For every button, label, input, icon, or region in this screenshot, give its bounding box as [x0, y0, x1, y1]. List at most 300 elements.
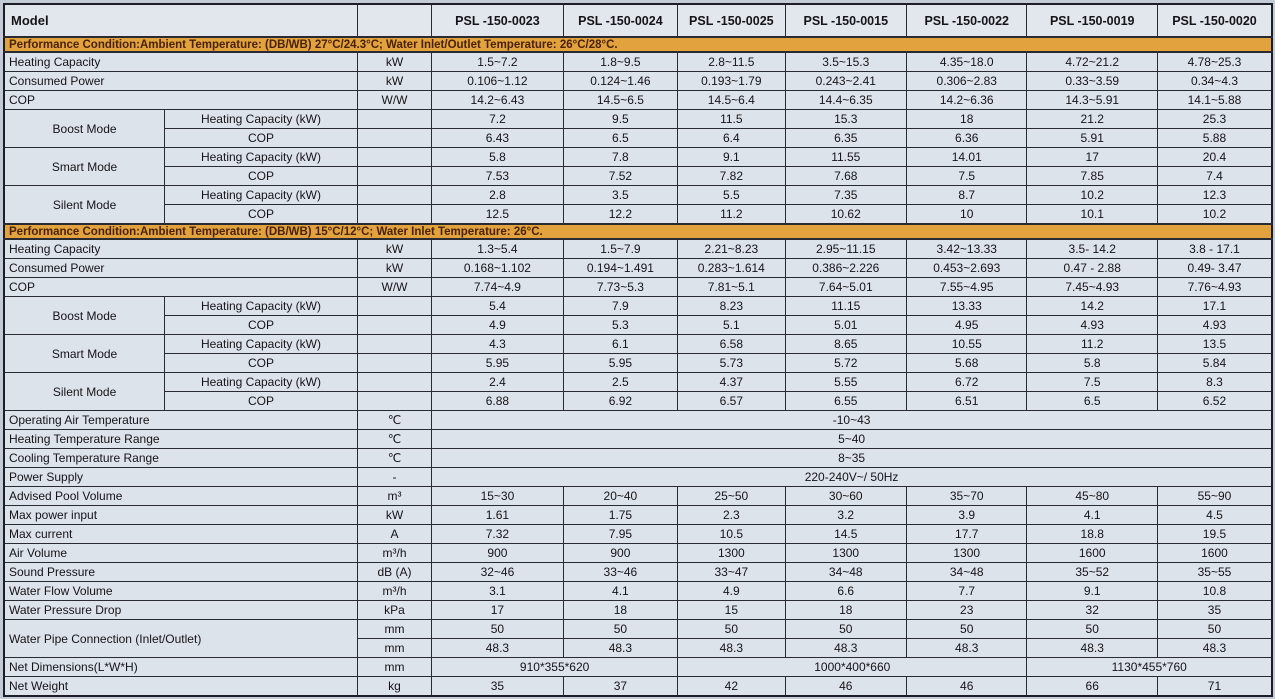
value-cell: 7.82	[678, 167, 785, 186]
spec-row	[4, 544, 1272, 563]
value-cell: 34~48	[785, 563, 906, 582]
value-cell: 1600	[1157, 544, 1272, 563]
value-cell: 10.2	[1157, 205, 1272, 225]
row-label: Cooling Temperature Range	[4, 449, 357, 468]
value-cell: 50	[432, 620, 564, 639]
performance-banner-1-text: Performance Condition:Ambient Temperature: (DB/WB) 27°C/24.3°C; Water Inlet/Outlet Temperature: 26°C/28°C.	[4, 37, 1272, 52]
model-column-header: PSL -150-0023	[432, 4, 564, 37]
value-cell: 66	[1027, 677, 1158, 697]
model-column-header: PSL -150-0025	[678, 4, 785, 37]
dimensions-group-3: 1130*455*760	[1027, 658, 1272, 677]
value-cell: 6.5	[563, 129, 677, 148]
value-cell: 4.9	[678, 582, 785, 601]
value-cell: 7.7	[907, 582, 1027, 601]
row-label: Heating Capacity	[4, 52, 357, 72]
value-cell: 8.7	[907, 186, 1027, 205]
value-cell: 6.52	[1157, 392, 1272, 411]
mode-row	[4, 148, 1272, 167]
mode-sub-label: Heating Capacity (kW)	[165, 335, 358, 354]
value-cell: 7.74~4.9	[432, 278, 564, 297]
value-cell: 35	[1157, 601, 1272, 620]
mode-row	[4, 316, 1272, 335]
value-cell-span: 220-240V~/ 50Hz	[432, 468, 1272, 487]
value-cell: 6.57	[678, 392, 785, 411]
value-cell: 55~90	[1157, 487, 1272, 506]
value-cell: 5.95	[563, 354, 677, 373]
value-cell: 900	[432, 544, 564, 563]
value-cell: 0.243~2.41	[785, 72, 906, 91]
unit-cell: dB (A)	[357, 563, 431, 582]
value-cell: 6.6	[785, 582, 906, 601]
row-label: Max current	[4, 525, 357, 544]
value-cell: 6.58	[678, 335, 785, 354]
value-cell: 10.55	[907, 335, 1027, 354]
value-cell: 1300	[785, 544, 906, 563]
value-cell: 11.2	[678, 205, 785, 225]
value-cell: 11.2	[1027, 335, 1158, 354]
value-cell: 0.49- 3.47	[1157, 259, 1272, 278]
model-column-header: PSL -150-0022	[907, 4, 1027, 37]
value-cell: 5.84	[1157, 354, 1272, 373]
mode-row	[4, 129, 1272, 148]
value-cell: 8.3	[1157, 373, 1272, 392]
mode-name: Boost Mode	[4, 110, 165, 148]
value-cell: 6.51	[907, 392, 1027, 411]
spec-row	[4, 582, 1272, 601]
value-cell: 7.64~5.01	[785, 278, 906, 297]
unit-cell	[357, 186, 431, 205]
row-label: Net Weight	[4, 677, 357, 697]
value-cell: 17.1	[1157, 297, 1272, 316]
unit-cell	[357, 129, 431, 148]
unit-cell: kg	[357, 677, 431, 697]
value-cell: 0.283~1.614	[678, 259, 785, 278]
value-cell: 4.3	[432, 335, 564, 354]
unit-cell: kW	[357, 52, 431, 72]
value-cell: 6.88	[432, 392, 564, 411]
mode-name: Silent Mode	[4, 373, 165, 411]
value-cell: 7.55~4.95	[907, 278, 1027, 297]
spec-row	[4, 620, 1272, 639]
value-cell: 50	[907, 620, 1027, 639]
value-cell: 5.95	[432, 354, 564, 373]
value-cell: 14.5~6.4	[678, 91, 785, 110]
value-cell: 4.37	[678, 373, 785, 392]
unit-cell: kW	[357, 259, 431, 278]
value-cell: 7.9	[563, 297, 677, 316]
value-cell: 3.42~13.33	[907, 239, 1027, 259]
value-cell: 35~52	[1027, 563, 1158, 582]
value-cell: 11.15	[785, 297, 906, 316]
value-cell: 15.3	[785, 110, 906, 129]
value-cell-span: -10~43	[432, 411, 1272, 430]
value-cell: 4.93	[1027, 316, 1158, 335]
unit-cell: ℃	[357, 449, 431, 468]
unit-cell: kW	[357, 506, 431, 525]
value-cell: 5.8	[1027, 354, 1158, 373]
value-cell: 2.95~11.15	[785, 239, 906, 259]
value-cell: 50	[785, 620, 906, 639]
value-cell: 11.5	[678, 110, 785, 129]
unit-cell	[357, 167, 431, 186]
spec-row	[4, 487, 1272, 506]
value-cell: 15	[678, 601, 785, 620]
value-cell: 14.01	[907, 148, 1027, 167]
mode-name: Silent Mode	[4, 186, 165, 225]
value-cell: 2.21~8.23	[678, 239, 785, 259]
value-cell: 1.3~5.4	[432, 239, 564, 259]
value-cell: 6.55	[785, 392, 906, 411]
mode-row	[4, 335, 1272, 354]
value-cell: 6.72	[907, 373, 1027, 392]
mode-name: Smart Mode	[4, 148, 165, 186]
model-column-header: PSL -150-0015	[785, 4, 906, 37]
unit-cell: kW	[357, 72, 431, 91]
mode-row	[4, 354, 1272, 373]
value-cell: 0.194~1.491	[563, 259, 677, 278]
value-cell: 17.7	[907, 525, 1027, 544]
unit-cell: m³	[357, 487, 431, 506]
spec-row	[4, 563, 1272, 582]
value-cell: 4.9	[432, 316, 564, 335]
value-cell: 3.1	[432, 582, 564, 601]
value-cell: 7.81~5.1	[678, 278, 785, 297]
mode-row	[4, 110, 1272, 129]
value-cell: 0.47 - 2.88	[1027, 259, 1158, 278]
value-cell: 2.3	[678, 506, 785, 525]
value-cell: 5.01	[785, 316, 906, 335]
model-column-header: PSL -150-0024	[563, 4, 677, 37]
value-cell: 900	[563, 544, 677, 563]
mode-sub-label: Heating Capacity (kW)	[165, 297, 358, 316]
value-cell: 45~80	[1027, 487, 1158, 506]
mode-name: Boost Mode	[4, 297, 165, 335]
value-cell: 48.3	[1027, 639, 1158, 658]
value-cell: 48.3	[1157, 639, 1272, 658]
row-label: Net Dimensions(L*W*H)	[4, 658, 357, 677]
value-cell: 12.2	[563, 205, 677, 225]
value-cell-span: 8~35	[432, 449, 1272, 468]
row-label: Heating Temperature Range	[4, 430, 357, 449]
value-cell: 14.3~5.91	[1027, 91, 1158, 110]
value-cell: 5.8	[432, 148, 564, 167]
value-cell: 50	[678, 620, 785, 639]
spec-row	[4, 72, 1272, 91]
value-cell: 5.4	[432, 297, 564, 316]
value-cell: 10.8	[1157, 582, 1272, 601]
value-cell: 2.5	[563, 373, 677, 392]
value-cell: 6.92	[563, 392, 677, 411]
value-cell: 17	[1027, 148, 1158, 167]
value-cell: 15~30	[432, 487, 564, 506]
value-cell: 20~40	[563, 487, 677, 506]
value-cell: 1.61	[432, 506, 564, 525]
model-column-header: PSL -150-0020	[1157, 4, 1272, 37]
value-cell: 33~46	[563, 563, 677, 582]
value-cell: 2.8	[432, 186, 564, 205]
unit-cell: ℃	[357, 411, 431, 430]
value-cell: 48.3	[563, 639, 677, 658]
value-cell: 11.55	[785, 148, 906, 167]
mode-row	[4, 297, 1272, 316]
value-cell: 1.75	[563, 506, 677, 525]
value-cell: 3.5~15.3	[785, 52, 906, 72]
value-cell: 6.35	[785, 129, 906, 148]
unit-cell: ℃	[357, 430, 431, 449]
value-cell: 0.106~1.12	[432, 72, 564, 91]
mode-row	[4, 167, 1272, 186]
unit-cell: m³/h	[357, 544, 431, 563]
model-column-header: PSL -150-0019	[1027, 4, 1158, 37]
value-cell: 18	[563, 601, 677, 620]
empty-unit-header-cell	[357, 4, 431, 37]
value-cell: 23	[907, 601, 1027, 620]
row-label: Max power input	[4, 506, 357, 525]
value-cell: 7.85	[1027, 167, 1158, 186]
value-cell: 10.5	[678, 525, 785, 544]
heat-pump-spec-table	[3, 3, 1273, 697]
value-cell: 7.5	[1027, 373, 1158, 392]
value-cell: 0.193~1.79	[678, 72, 785, 91]
unit-cell: W/W	[357, 278, 431, 297]
mode-row	[4, 186, 1272, 205]
value-cell: 35~70	[907, 487, 1027, 506]
mode-name: Smart Mode	[4, 335, 165, 373]
value-cell: 14.1~5.88	[1157, 91, 1272, 110]
unit-cell: mm	[357, 620, 431, 639]
spec-row	[4, 430, 1272, 449]
value-cell: 7.5	[907, 167, 1027, 186]
row-label: Consumed Power	[4, 72, 357, 91]
mode-sub-label: COP	[165, 354, 358, 373]
mode-sub-label: Heating Capacity (kW)	[165, 110, 358, 129]
spec-row	[4, 239, 1272, 259]
row-label: Water Pipe Connection (Inlet/Outlet)	[4, 620, 357, 658]
unit-cell: W/W	[357, 91, 431, 110]
value-cell: 14.2~6.43	[432, 91, 564, 110]
value-cell: 34~48	[907, 563, 1027, 582]
value-cell: 1.8~9.5	[563, 52, 677, 72]
value-cell: 7.53	[432, 167, 564, 186]
unit-cell: m³/h	[357, 582, 431, 601]
value-cell: 5.55	[785, 373, 906, 392]
spec-row	[4, 468, 1272, 487]
spec-row	[4, 259, 1272, 278]
value-cell: 7.32	[432, 525, 564, 544]
value-cell: 32	[1027, 601, 1158, 620]
value-cell: 1.5~7.9	[563, 239, 677, 259]
value-cell: 1300	[678, 544, 785, 563]
value-cell: 46	[785, 677, 906, 697]
value-cell: 3.9	[907, 506, 1027, 525]
unit-cell	[357, 392, 431, 411]
value-cell: 10.2	[1027, 186, 1158, 205]
value-cell-span: 5~40	[432, 430, 1272, 449]
value-cell: 9.5	[563, 110, 677, 129]
value-cell: 9.1	[1027, 582, 1158, 601]
value-cell: 14.2	[1027, 297, 1158, 316]
unit-cell	[357, 316, 431, 335]
value-cell: 13.33	[907, 297, 1027, 316]
value-cell: 7.2	[432, 110, 564, 129]
unit-cell: kPa	[357, 601, 431, 620]
value-cell: 7.73~5.3	[563, 278, 677, 297]
mode-row	[4, 373, 1272, 392]
value-cell: 0.168~1.102	[432, 259, 564, 278]
performance-banner-1	[4, 37, 1272, 52]
value-cell: 37	[563, 677, 677, 697]
value-cell: 12.5	[432, 205, 564, 225]
value-cell: 46	[907, 677, 1027, 697]
unit-cell: kW	[357, 239, 431, 259]
mode-row	[4, 205, 1272, 225]
value-cell: 4.35~18.0	[907, 52, 1027, 72]
value-cell: 14.5~6.5	[563, 91, 677, 110]
value-cell: 6.5	[1027, 392, 1158, 411]
unit-cell	[357, 373, 431, 392]
row-label: COP	[4, 278, 357, 297]
value-cell: 1300	[907, 544, 1027, 563]
spec-row	[4, 658, 1272, 677]
value-cell: 0.34~4.3	[1157, 72, 1272, 91]
value-cell: 20.4	[1157, 148, 1272, 167]
value-cell: 4.5	[1157, 506, 1272, 525]
value-cell: 25.3	[1157, 110, 1272, 129]
value-cell: 1600	[1027, 544, 1158, 563]
value-cell: 71	[1157, 677, 1272, 697]
value-cell: 13.5	[1157, 335, 1272, 354]
value-cell: 7.68	[785, 167, 906, 186]
spec-row	[4, 449, 1272, 468]
row-label: Power Supply	[4, 468, 357, 487]
model-header-label: Model	[4, 4, 357, 37]
row-label: Operating Air Temperature	[4, 411, 357, 430]
mode-sub-label: Heating Capacity (kW)	[165, 186, 358, 205]
value-cell: 6.4	[678, 129, 785, 148]
value-cell: 18	[785, 601, 906, 620]
row-label: Advised Pool Volume	[4, 487, 357, 506]
performance-banner-2	[4, 224, 1272, 239]
value-cell: 35	[432, 677, 564, 697]
spec-row	[4, 278, 1272, 297]
value-cell: 4.1	[1027, 506, 1158, 525]
value-cell: 48.3	[907, 639, 1027, 658]
value-cell: 4.72~21.2	[1027, 52, 1158, 72]
row-label: Heating Capacity	[4, 239, 357, 259]
unit-cell	[357, 297, 431, 316]
mode-sub-label: COP	[165, 129, 358, 148]
value-cell: 0.33~3.59	[1027, 72, 1158, 91]
mode-sub-label: COP	[165, 205, 358, 225]
value-cell: 5.72	[785, 354, 906, 373]
value-cell: 32~46	[432, 563, 564, 582]
spec-row	[4, 91, 1272, 110]
value-cell: 5.68	[907, 354, 1027, 373]
value-cell: 35~55	[1157, 563, 1272, 582]
value-cell: 7.4	[1157, 167, 1272, 186]
value-cell: 6.43	[432, 129, 564, 148]
value-cell: 4.1	[563, 582, 677, 601]
value-cell: 1.5~7.2	[432, 52, 564, 72]
value-cell: 42	[678, 677, 785, 697]
spec-row	[4, 411, 1272, 430]
row-label: Sound Pressure	[4, 563, 357, 582]
mode-sub-label: COP	[165, 167, 358, 186]
spec-row	[4, 52, 1272, 72]
value-cell: 8.65	[785, 335, 906, 354]
value-cell: 18.8	[1027, 525, 1158, 544]
value-cell: 12.3	[1157, 186, 1272, 205]
value-cell: 48.3	[432, 639, 564, 658]
unit-cell	[357, 148, 431, 167]
value-cell: 7.95	[563, 525, 677, 544]
value-cell: 5.88	[1157, 129, 1272, 148]
spec-row	[4, 525, 1272, 544]
value-cell: 0.306~2.83	[907, 72, 1027, 91]
value-cell: 18	[907, 110, 1027, 129]
model-header-row	[4, 4, 1272, 37]
value-cell: 6.1	[563, 335, 677, 354]
value-cell: 48.3	[678, 639, 785, 658]
mode-row	[4, 392, 1272, 411]
value-cell: 0.453~2.693	[907, 259, 1027, 278]
value-cell: 9.1	[678, 148, 785, 167]
value-cell: 10	[907, 205, 1027, 225]
unit-cell	[357, 110, 431, 129]
value-cell: 21.2	[1027, 110, 1158, 129]
value-cell: 14.2~6.36	[907, 91, 1027, 110]
row-label: Water Flow Volume	[4, 582, 357, 601]
value-cell: 8.23	[678, 297, 785, 316]
value-cell: 3.5- 14.2	[1027, 239, 1158, 259]
value-cell: 14.5	[785, 525, 906, 544]
mode-sub-label: Heating Capacity (kW)	[165, 148, 358, 167]
unit-cell	[357, 205, 431, 225]
value-cell: 5.3	[563, 316, 677, 335]
value-cell: 48.3	[785, 639, 906, 658]
value-cell: 3.2	[785, 506, 906, 525]
value-cell: 50	[1027, 620, 1158, 639]
value-cell: 7.76~4.93	[1157, 278, 1272, 297]
mode-sub-label: COP	[165, 392, 358, 411]
row-label: Water Pressure Drop	[4, 601, 357, 620]
value-cell: 50	[563, 620, 677, 639]
spec-row	[4, 506, 1272, 525]
mode-sub-label: COP	[165, 316, 358, 335]
value-cell: 33~47	[678, 563, 785, 582]
value-cell: 14.4~6.35	[785, 91, 906, 110]
value-cell: 2.8~11.5	[678, 52, 785, 72]
value-cell: 7.8	[563, 148, 677, 167]
value-cell: 4.93	[1157, 316, 1272, 335]
row-label: COP	[4, 91, 357, 110]
mode-sub-label: Heating Capacity (kW)	[165, 373, 358, 392]
value-cell: 3.5	[563, 186, 677, 205]
value-cell: 6.36	[907, 129, 1027, 148]
value-cell: 5.91	[1027, 129, 1158, 148]
spec-row	[4, 677, 1272, 697]
row-label: Consumed Power	[4, 259, 357, 278]
value-cell: 10.62	[785, 205, 906, 225]
value-cell: 4.95	[907, 316, 1027, 335]
value-cell: 50	[1157, 620, 1272, 639]
value-cell: 30~60	[785, 487, 906, 506]
row-label: Air Volume	[4, 544, 357, 563]
unit-cell	[357, 335, 431, 354]
value-cell: 5.73	[678, 354, 785, 373]
unit-cell: A	[357, 525, 431, 544]
value-cell: 5.5	[678, 186, 785, 205]
